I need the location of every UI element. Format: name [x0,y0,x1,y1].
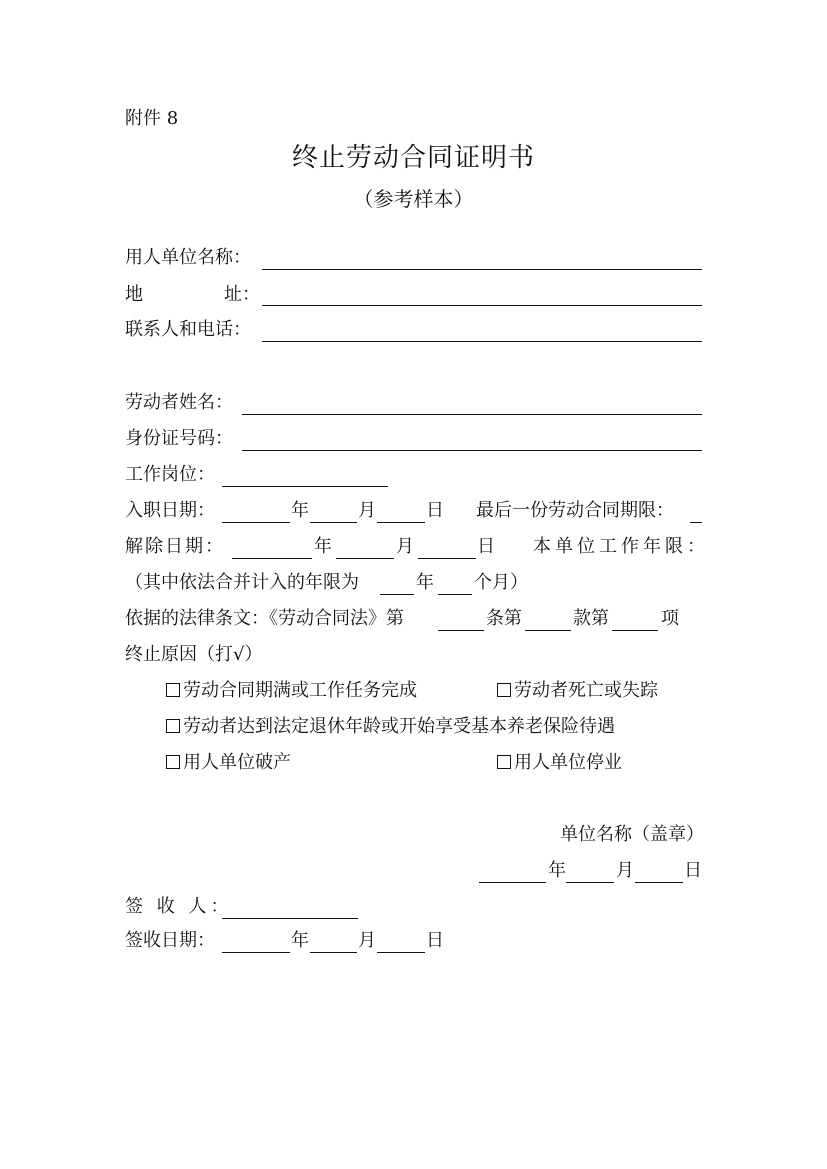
seal-month-unit: 月 [616,860,634,881]
checkbox-icon[interactable] [166,683,180,697]
paragraph-unit: 款第 [573,608,609,629]
reason-option-label: 劳动者达到法定退休年龄或开始享受基本养老保险待遇 [183,716,615,737]
last-contract-field[interactable] [690,502,702,523]
address-field[interactable] [262,285,702,306]
reasons-heading: 终止原因（打√） [125,644,263,665]
merged-years-field[interactable] [380,574,414,595]
reason-option-label: 用人单位破产 [183,752,291,773]
seal-year-unit: 年 [548,860,566,881]
termination-year-field[interactable] [232,538,312,559]
receipt-day-field[interactable] [377,932,425,953]
seal-year-field[interactable] [479,862,546,883]
hire-month-unit: 月 [358,500,376,521]
seal-day-unit: 日 [684,860,702,881]
checkbox-icon[interactable] [166,755,180,769]
position-field[interactable] [222,466,388,487]
hire-month-field[interactable] [310,502,357,523]
reason-option-suspension[interactable] [497,751,622,775]
address-label-left: 地 [125,284,143,305]
merged-month-unit: 个月） [474,572,528,593]
receipt-day-unit: 日 [426,930,444,951]
seal-month-field[interactable] [566,862,614,883]
article-unit: 条第 [486,608,522,629]
paragraph-field[interactable] [525,610,571,631]
hire-year-unit: 年 [291,500,309,521]
reason-option-contract-expired[interactable] [166,679,417,703]
contact-label: 联系人和电话： [125,319,251,340]
receipt-month-field[interactable] [310,932,357,953]
contact-field[interactable] [262,321,702,342]
last-contract-label: 最后一份劳动合同期限： [476,500,674,521]
termination-month-field[interactable] [336,538,394,559]
receipt-year-field[interactable] [222,932,290,953]
hire-date-label: 入职日期： [125,500,215,521]
checkbox-icon[interactable] [166,719,180,733]
employer-name-label: 用人单位名称： [125,247,251,268]
tenure-label: 本单位工作年限： [533,536,709,557]
unit-seal-label: 单位名称（盖章） [560,824,704,845]
item-unit: 项 [661,608,679,629]
merged-months-field[interactable] [438,574,472,595]
article-field[interactable] [438,610,484,631]
termination-year-unit: 年 [314,536,332,557]
worker-name-field[interactable] [242,394,702,415]
attachment-label: 附件 8 [125,108,179,129]
checkbox-icon[interactable] [497,683,511,697]
address-label-right: 址： [224,284,260,305]
reason-option-label: 劳动者死亡或失踪 [514,680,658,701]
hire-day-unit: 日 [426,500,444,521]
termination-day-field[interactable] [418,538,476,559]
position-label: 工作岗位： [125,464,215,485]
reason-option-label: 劳动合同期满或工作任务完成 [183,680,417,701]
reason-option-label: 用人单位停业 [514,752,622,773]
hire-day-field[interactable] [377,502,425,523]
page-subtitle: （参考样本） [353,187,474,211]
id-number-label: 身份证号码： [125,428,233,449]
item-field[interactable] [612,610,658,631]
employer-name-field[interactable] [262,249,702,270]
termination-day-unit: 日 [477,536,495,557]
merged-years-prefix: （其中依法合并计入的年限为 [125,572,359,593]
id-number-field[interactable] [242,430,702,451]
termination-date-label: 解除日期： [125,536,225,557]
receipt-date-label: 签收日期： [125,930,215,951]
receipt-month-unit: 月 [358,930,376,951]
seal-day-field[interactable] [635,862,683,883]
reason-option-retirement[interactable] [166,715,615,739]
merged-year-unit: 年 [416,572,434,593]
termination-month-unit: 月 [396,536,414,557]
reason-option-worker-deceased[interactable] [497,679,658,703]
signer-field[interactable] [222,898,358,919]
legal-basis-label: 依据的法律条文：《劳动合同法》第 [125,608,404,629]
signer-label: 签 收 人： [125,896,233,917]
receipt-year-unit: 年 [291,930,309,951]
page-title: 终止劳动合同证明书 [291,143,535,173]
worker-name-label: 劳动者姓名： [125,392,233,413]
checkbox-icon[interactable] [497,755,511,769]
reason-option-bankruptcy[interactable] [166,751,291,775]
hire-year-field[interactable] [222,502,290,523]
